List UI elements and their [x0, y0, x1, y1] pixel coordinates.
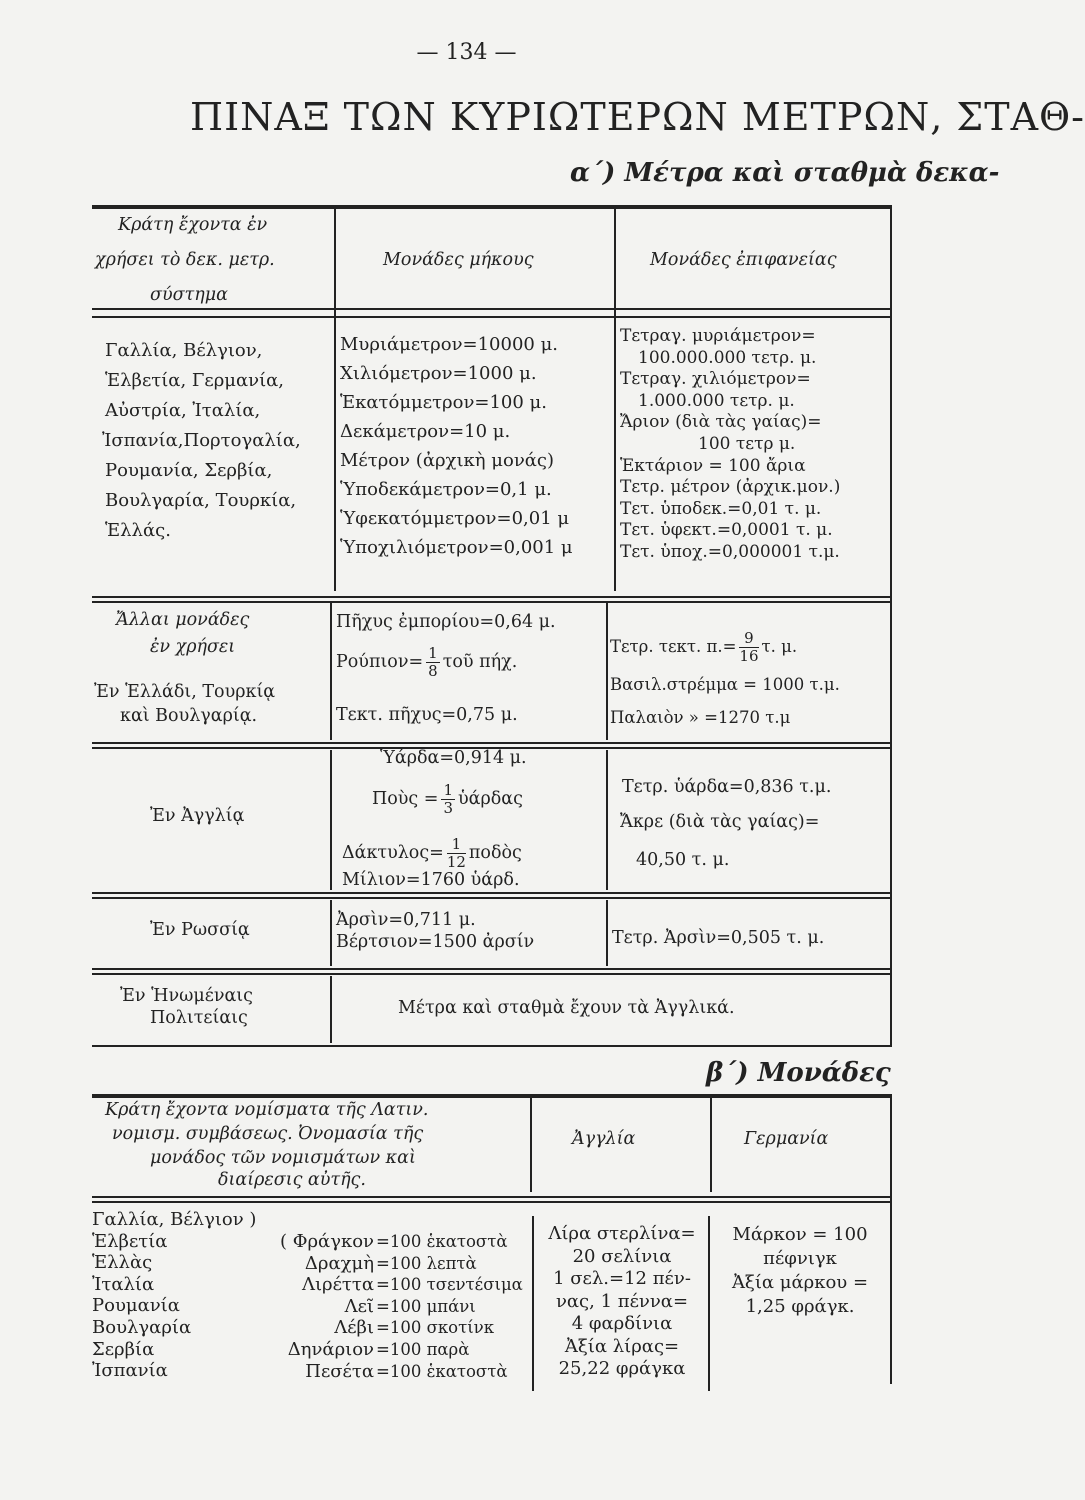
- length-label: Ρούπιον=: [336, 652, 424, 672]
- currency-item: Λιρέττα: [301, 1274, 374, 1296]
- england-line: Ἀξία λίρας=: [564, 1335, 680, 1357]
- group2-surface-row: Παλαιὸν » =1270 τ.μ: [610, 708, 791, 727]
- subdivisions-list: [376, 1231, 523, 1382]
- group1-length: [340, 330, 573, 562]
- length-unit: ὑάρδας: [458, 789, 523, 809]
- fraction: [739, 630, 758, 665]
- group1-state-row: Βουλγαρία, Τουρκία,: [105, 490, 297, 511]
- subdivision-item: =100 λεπτὰ: [376, 1253, 477, 1273]
- group1-surface-row: 100 τετρ μ.: [698, 433, 796, 454]
- group2-length-row: Τεκτ. πῆχυς=0,75 μ.: [336, 705, 518, 725]
- length-unit: ποδὸς: [468, 843, 522, 863]
- group1-state-row: Ἰσπανία,Πορτογαλία,: [102, 430, 301, 451]
- header-states-line1: Κράτη ἔχοντα ἐν: [118, 215, 268, 235]
- header-states-line2: χρήσει τὸ δεκ. μετρ.: [95, 250, 275, 270]
- group1-length-row: Ἑκατόμμετρον=100 μ.: [340, 392, 547, 413]
- group3-length-row: [342, 836, 522, 871]
- group1-length-row: Ὑποχιλιόμετρον=0,001 μ: [340, 537, 573, 558]
- group3-length-row: [372, 782, 523, 817]
- fraction-numerator: 1: [428, 644, 438, 662]
- section-b-heading: β΄) Μονάδες: [706, 1058, 891, 1088]
- group1-length-row: Δεκάμετρον=10 μ.: [340, 421, 511, 442]
- germany-line: Ἀξία μάρκου =: [731, 1272, 869, 1293]
- subdivision-item: =100 τσεντέσιμα: [376, 1275, 523, 1295]
- group5-note: Μέτρα καὶ σταθμὰ ἔχουν τὰ Ἀγγλικά.: [398, 998, 735, 1018]
- germany-cell: [712, 1223, 888, 1319]
- fraction-denominator: 16: [739, 647, 759, 665]
- header-england: Ἀγγλία: [572, 1129, 636, 1149]
- currency-item: Λέβι: [334, 1317, 374, 1339]
- group1-surface-row: Τετ. ὑποδεκ.=0,01 τ. μ.: [620, 498, 822, 519]
- length-label: Δάκτυλος=: [342, 843, 444, 863]
- group4-surface: Τετρ. Ἀρσὶν=0,505 τ. μ.: [612, 928, 825, 948]
- germany-line: Μάρκον = 100: [732, 1224, 868, 1245]
- country-item: Ἑλλὰς: [92, 1252, 153, 1274]
- group1-length-row: Ὑφεκατόμμετρον=0,01 μ: [340, 508, 570, 529]
- country-item: Γαλλία, Βέλγιον ): [92, 1209, 257, 1230]
- england-line: 1 σελ.=12 πέν-: [553, 1268, 691, 1289]
- country-item: Ἑλβετία: [92, 1230, 168, 1252]
- subdivision-item: =100 παρὰ: [376, 1339, 470, 1359]
- length-unit: τοῦ πήχ.: [442, 652, 518, 672]
- header-length: Μονάδες μήκους: [383, 250, 534, 270]
- germany-line: 1,25 φράγκ.: [745, 1296, 855, 1317]
- group1-state-row: Ἑλβετία, Γερμανία,: [105, 370, 285, 391]
- germany-line: πέφνιγκ: [763, 1248, 837, 1269]
- group1-surface-row: Τετ. ὑποχ.=0,000001 τ.μ.: [620, 541, 840, 562]
- group5-state-row: Ἐν Ἡνωμέναις: [120, 986, 253, 1006]
- currency-item: Λεῖ: [344, 1295, 374, 1317]
- england-line: 4 φαρδίνια: [571, 1313, 673, 1334]
- group3-surface-row: Τετρ. ὑάρδα=0,836 τ.μ.: [622, 777, 832, 797]
- country-item: Ἰταλία: [92, 1273, 155, 1295]
- group1-surface-row: Ἑκτάριον = 100 ἄρια: [620, 455, 806, 476]
- country-item: Ἰσπανία: [92, 1360, 168, 1382]
- page-number: — 134 —: [416, 40, 517, 65]
- group3-length-row: Μίλιον=1760 ὑάρδ.: [342, 870, 520, 890]
- page-title: ΠΙΝΑΞ ΤΩΝ ΚΥΡΙΩΤΕΡΩΝ ΜΕΤΡΩΝ, ΣΤΑΘ-: [190, 95, 1085, 139]
- subdivision-item: =100 σκοτίνκ: [376, 1318, 495, 1338]
- header-states-line3: σύστημα: [150, 285, 228, 305]
- group1-surface-row: Ἄριον (διὰ τὰς γαίας)=: [620, 412, 822, 433]
- fraction-denominator: 8: [428, 662, 438, 680]
- fraction-numerator: 9: [739, 630, 758, 648]
- group3-state: Ἐν Ἀγγλίᾳ: [150, 806, 245, 826]
- group2-surface-row: Βασιλ.στρέμμα = 1000 τ.μ.: [610, 675, 840, 694]
- group1-states: [102, 336, 301, 546]
- group2-state-row: Ἄλλαι μονάδες: [116, 610, 250, 630]
- fraction-denominator: 12: [446, 853, 466, 871]
- group4-length-row: Ἀρσὶν=0,711 μ.: [336, 910, 476, 930]
- group2-surface-row: [610, 630, 797, 665]
- subdivision-item: =100 ἑκατοστὰ: [376, 1232, 508, 1251]
- group1-length-row: Ὑποδεκάμετρον=0,1 μ.: [340, 479, 552, 500]
- currencies-list: [250, 1231, 374, 1382]
- group1-length-row: Μέτρον (ἀρχικὴ μονάς): [340, 450, 555, 471]
- england-line: νας, 1 πέννα=: [555, 1290, 689, 1312]
- group1-surface: [620, 326, 840, 564]
- england-line: Λίρα στερλίνα=: [548, 1223, 696, 1244]
- group3-surface-row: 40,50 τ. μ.: [636, 850, 730, 870]
- group1-state-row: Γαλλία, Βέλγιον,: [105, 340, 263, 361]
- group1-surface-row: Τετραγ. μυριάμετρον=: [620, 326, 816, 346]
- group1-state-row: Ἑλλάς.: [105, 520, 171, 541]
- england-cell: [536, 1223, 708, 1381]
- group3-surface-row: Ἄκρε (διὰ τὰς γαίας)=: [620, 812, 820, 832]
- group1-length-row: Χιλιόμετρον=1000 μ.: [340, 363, 537, 384]
- country-item: Ρουμανία: [92, 1295, 180, 1317]
- surface-unit: τ. μ.: [761, 637, 798, 656]
- header-b-states-line: νομισμ. συμβάσεως. Ὀνομασία τῆς: [112, 1124, 424, 1144]
- countries-list: [92, 1209, 256, 1382]
- subdivision-item: =100 μπάνι: [376, 1296, 476, 1316]
- england-line: 20 σελίνια: [572, 1245, 672, 1267]
- currency-item: ( Φράγκον: [279, 1231, 374, 1252]
- group1-surface-row: 100.000.000 τετρ. μ.: [638, 347, 817, 368]
- fraction-denominator: 3: [443, 799, 454, 817]
- group4-state: Ἐν Ρωσσίᾳ: [150, 920, 250, 940]
- header-germany: Γερμανία: [744, 1129, 829, 1149]
- england-line: 25,22 φράγκα: [558, 1358, 686, 1379]
- fraction-numerator: 1: [443, 781, 454, 799]
- group1-state-row: Αὐστρία, Ἰταλία,: [105, 400, 261, 421]
- group1-length-row: Μυριάμετρον=10000 μ.: [340, 334, 558, 355]
- group1-state-row: Ρουμανία, Σερβία,: [105, 460, 273, 481]
- header-b-states-line: Κράτη ἔχοντα νομίσματα τῆς Λατιν.: [105, 1100, 429, 1120]
- group2-length-row: [336, 645, 517, 680]
- country-item: Βουλγαρία: [92, 1316, 192, 1338]
- group1-surface-row: 1.000.000 τετρ. μ.: [638, 390, 795, 411]
- length-label: Ποὺς =: [372, 789, 439, 809]
- fraction: [441, 782, 455, 817]
- subdivision-item: =100 ἑκατοστὰ: [376, 1361, 508, 1381]
- group1-surface-row: Τετ. ὑφεκτ.=0,0001 τ. μ.: [620, 520, 833, 541]
- currency-item: Πεσέτα: [305, 1360, 374, 1382]
- group3-length-row: Ὑάρδα=0,914 μ.: [380, 748, 527, 768]
- group2-state-row: καὶ Βουλγαρίᾳ.: [120, 706, 258, 726]
- group1-surface-row: Τετρ. μέτρον (ἀρχικ.μον.): [620, 477, 841, 498]
- group2-state-row: Ἐν Ἑλλάδι, Τουρκίᾳ: [94, 682, 276, 702]
- group5-state-row: Πολιτείαις: [150, 1008, 248, 1028]
- fraction: [447, 836, 466, 871]
- group2-length-row: Πῆχυς ἐμπορίου=0,64 μ.: [336, 612, 556, 632]
- header-b-states-line: διαίρεσις αὐτῆς.: [218, 1170, 366, 1190]
- country-item: Σερβία: [92, 1338, 155, 1360]
- group4-length-row: Βέρτσιον=1500 ἀρσίν: [336, 932, 535, 952]
- currency-item: Δηνάριον: [287, 1338, 374, 1360]
- fraction-numerator: 1: [447, 836, 466, 854]
- section-a-heading: α΄) Μέτρα καὶ σταθμὰ δεκα-: [570, 158, 1000, 188]
- currency-item: Δραχμὴ: [304, 1252, 374, 1274]
- group2-state-row: ἐν χρήσει: [150, 637, 236, 657]
- group1-surface-row: Τετραγ. χιλιόμετρον=: [620, 369, 811, 390]
- header-surface: Μονάδες ἐπιφανείας: [650, 250, 837, 270]
- surface-label: Τετρ. τεκτ. π.=: [610, 637, 737, 656]
- fraction: [426, 645, 440, 680]
- header-b-states-line: μονάδος τῶν νομισμάτων καὶ: [150, 1148, 416, 1168]
